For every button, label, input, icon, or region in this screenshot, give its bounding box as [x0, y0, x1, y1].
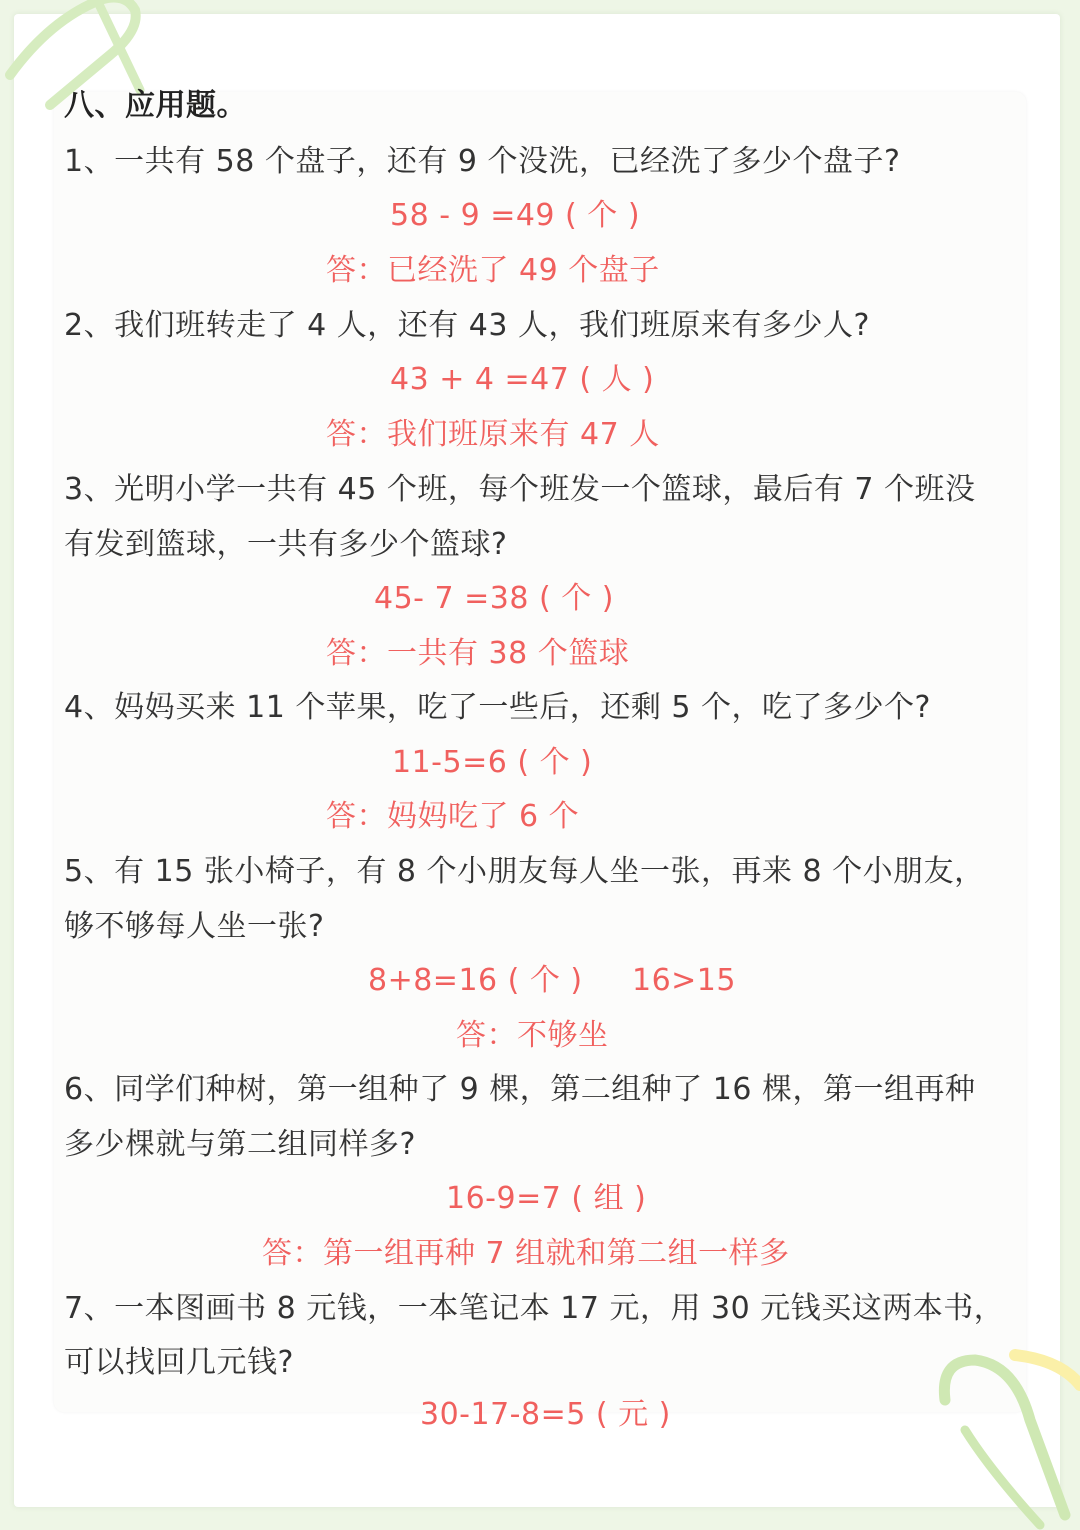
- problem-6-question-line-2: 多少棵就与第二组同样多?: [64, 1127, 416, 1162]
- problem-5-comparison: 16>15: [632, 963, 736, 998]
- problem-1-equation: 58 - 9 =49 ( 个 ): [390, 198, 641, 233]
- problem-3-answer: 答：一共有 38 个篮球: [326, 636, 630, 671]
- problem-1-question: 1、一共有 58 个盘子，还有 9 个没洗，已经洗了多少个盘子?: [64, 144, 901, 179]
- section-title: 八、应用题。: [64, 88, 247, 123]
- paperclip-decoration-bottom-right: [920, 1340, 1080, 1530]
- problem-4-equation: 11-5=6 ( 个 ): [392, 745, 593, 780]
- problem-4-question: 4、妈妈买来 11 个苹果，吃了一些后，还剩 5 个，吃了多少个?: [64, 690, 931, 725]
- problem-2-question: 2、我们班转走了 4 人，还有 43 人，我们班原来有多少人?: [64, 308, 870, 343]
- problem-3-question-line-1: 3、光明小学一共有 45 个班，每个班发一个篮球，最后有 7 个班没: [64, 472, 976, 507]
- problem-3-question-line-2: 有发到篮球，一共有多少个篮球?: [64, 527, 508, 562]
- problem-3-equation: 45- 7 =38 ( 个 ): [374, 581, 614, 616]
- problem-7-equation: 30-17-8=5 ( 元 ): [420, 1397, 671, 1432]
- problem-6-answer: 答：第一组再种 7 组就和第二组一样多: [262, 1236, 790, 1271]
- problem-5-question-line-1: 5、有 15 张小椅子，有 8 个小朋友每人坐一张，再来 8 个小朋友，: [64, 854, 985, 889]
- problem-4-answer: 答：妈妈吃了 6 个: [326, 799, 580, 834]
- problem-2-answer: 答：我们班原来有 47 人: [326, 417, 660, 452]
- problem-1-answer: 答：已经洗了 49 个盘子: [326, 253, 660, 288]
- problem-5-question-line-2: 够不够每人坐一张?: [64, 909, 325, 944]
- problem-5-equation: 8+8=16 ( 个 ): [368, 963, 583, 998]
- problem-6-equation: 16-9=7 ( 组 ): [446, 1181, 647, 1216]
- problem-7-question-line-1: 7、一本图画书 8 元钱，一本笔记本 17 元，用 30 元钱买这两本书，: [64, 1291, 1005, 1326]
- problem-2-equation: 43 + 4 =47 ( 人 ): [390, 362, 655, 397]
- problem-6-question-line-1: 6、同学们种树，第一组种了 9 棵，第二组种了 16 棵，第一组再种: [64, 1072, 976, 1107]
- problem-5-answer: 答：不够坐: [456, 1018, 609, 1053]
- problem-7-question-line-2: 可以找回几元钱?: [64, 1345, 294, 1380]
